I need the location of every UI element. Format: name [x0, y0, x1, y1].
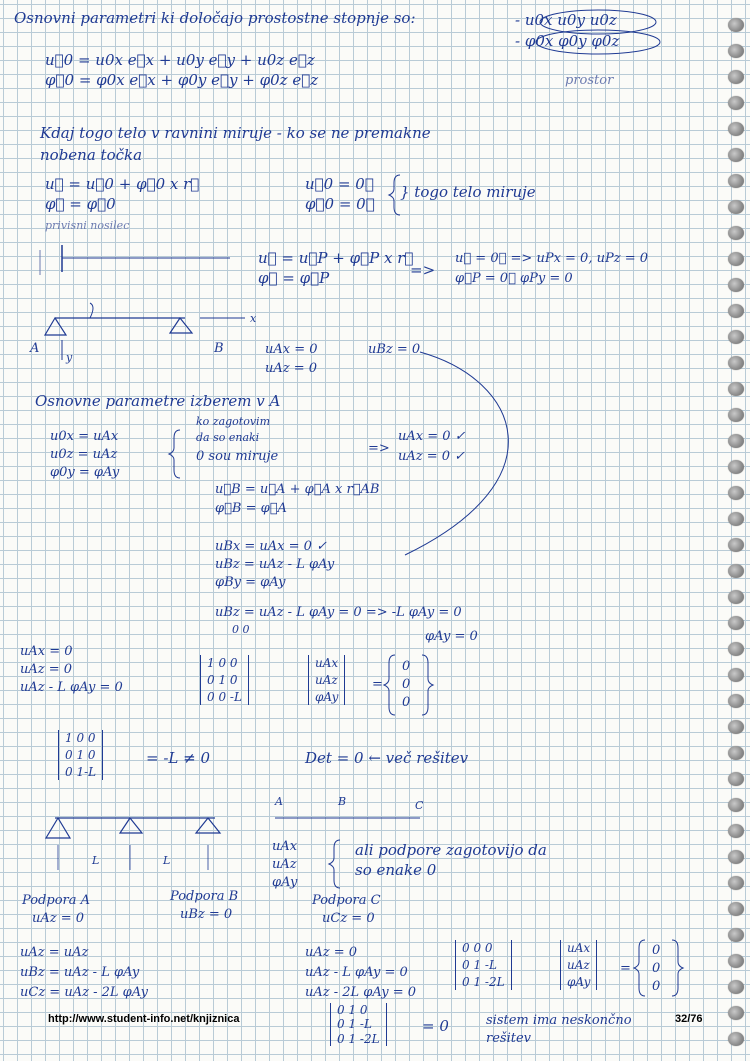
- vector-entry: uAx: [567, 941, 591, 955]
- note-line: privisni nosilec: [45, 219, 130, 232]
- note-line: Osnovne parametre izberem v A: [35, 392, 281, 410]
- note-line: Det = 0 ← več rešitev: [305, 749, 469, 767]
- formula: uAz = 0: [305, 945, 358, 960]
- vector-entry: 0: [652, 943, 661, 958]
- note-line: Osnovni parametri ki določajo prostostne stopnje so:: [14, 9, 416, 27]
- heading: Podpora A: [22, 893, 91, 908]
- formula: φ⃗0 = 0⃗: [305, 195, 375, 213]
- vector-entry: φAy: [315, 689, 339, 704]
- formula: uAz = 0: [265, 361, 318, 376]
- label: y: [66, 351, 73, 364]
- formula: uCz = 0: [322, 911, 375, 926]
- formula: u⃗0 = 0⃗: [305, 175, 374, 193]
- formula: φBy = φAy: [215, 575, 286, 590]
- coefficient-matrix: [200, 655, 249, 705]
- coefficient-matrix: [455, 940, 512, 990]
- formula: uBz = uAz - L φAy = 0 => -L φAy = 0: [215, 605, 462, 620]
- support-icon: [46, 818, 70, 838]
- formula: u⃗0 = u0x e⃗x + u0y e⃗y + u0z e⃗z: [45, 51, 315, 69]
- formula: uBz = 0: [368, 342, 421, 357]
- label: L: [163, 854, 171, 867]
- vector-entry: uAz: [315, 672, 338, 687]
- matrix-row: 0 1 -L: [462, 957, 497, 972]
- formula: u⃗ = u⃗P + φ⃗P x r⃗: [258, 249, 414, 267]
- formula: φAy = 0: [425, 629, 478, 644]
- determinant: [58, 730, 103, 780]
- label: x: [250, 312, 257, 325]
- formula: =>: [410, 261, 436, 279]
- formula: φ⃗ = φ⃗0: [45, 195, 116, 213]
- formula: uAx: [272, 839, 298, 854]
- formula: u0x = uAx: [50, 429, 119, 444]
- brace: [169, 430, 180, 478]
- brace: [422, 655, 433, 715]
- formula: uAz - L φAy = 0: [305, 965, 408, 980]
- rotation-arrow: [90, 303, 93, 318]
- unknown-vector: [560, 940, 597, 990]
- formula: uBx = uAx = 0 ✓: [215, 539, 327, 554]
- vector-entry: 0: [402, 695, 411, 711]
- formula: uAz = 0: [20, 662, 73, 677]
- matrix-row: 0 0 -L: [207, 689, 242, 704]
- brace: [389, 175, 400, 215]
- vector-entry: 0: [652, 961, 661, 977]
- formula: uAz = 0 ✓: [398, 449, 466, 464]
- matrix-row: 1 0 0: [65, 731, 96, 745]
- note-line: ko zagotovim: [196, 415, 271, 428]
- label: L: [92, 854, 100, 867]
- formula: =: [620, 961, 631, 976]
- source-url[interactable]: http://www.student-info.net/knjiznica: [48, 1013, 240, 1025]
- brace: [634, 940, 645, 996]
- result-vector: [402, 658, 414, 713]
- heading: Podpora B: [170, 889, 239, 904]
- formula: uBz = uAz - L φAy: [215, 557, 335, 572]
- formula: = -L ≠ 0: [146, 749, 211, 767]
- heading: Podpora C: [312, 893, 381, 908]
- formula: u⃗B = u⃗A + φ⃗A x r⃗AB: [215, 482, 380, 497]
- matrix-row: 0 1 0: [337, 1003, 368, 1017]
- note-line: so enake 0: [355, 861, 437, 879]
- label: A: [30, 341, 40, 356]
- note-line: nobena točka: [40, 146, 143, 164]
- matrix-row: 0 1 -L: [337, 1017, 372, 1032]
- formula: u⃗ = u⃗0 + φ⃗0 x r⃗: [45, 175, 200, 193]
- note-line: 0 sou miruje: [196, 449, 279, 464]
- formula: φ⃗B = φ⃗A: [215, 501, 287, 516]
- formula: φ⃗0 = φ0x e⃗x + φ0y e⃗y + φ0z e⃗z: [45, 71, 319, 89]
- vector-entry: uAz: [567, 957, 590, 972]
- support-icon: [196, 818, 220, 833]
- formula: uAx = 0: [265, 342, 318, 357]
- formula: uBz = uAz - L φAy: [20, 965, 140, 980]
- brace: [672, 940, 683, 996]
- formula: =: [372, 677, 383, 692]
- label: B: [214, 341, 224, 356]
- vector-entry: 0: [402, 677, 411, 693]
- page-number: 32/76: [675, 1013, 703, 1025]
- note-line: prostor: [565, 73, 614, 88]
- formula: uCz = uAz - 2L φAy: [20, 985, 148, 1000]
- matrix-row: 0 1-L: [65, 764, 97, 779]
- matrix-row: 0 0 0: [462, 941, 493, 955]
- vector-entry: φAy: [567, 974, 591, 989]
- brace: [384, 655, 395, 715]
- formula: uBz = 0: [180, 907, 233, 922]
- formula: u0z = uAz: [50, 447, 118, 462]
- formula: u⃗ = 0⃗ => uPx = 0, uPz = 0: [455, 251, 648, 266]
- formula: uAz = uAz: [20, 945, 89, 960]
- vector-entry: 0: [402, 659, 411, 674]
- formula: uAx = 0 ✓: [398, 429, 466, 444]
- support-icon: [120, 818, 142, 833]
- support-icon: [45, 318, 66, 335]
- formula: φ⃗ = φ⃗P: [258, 269, 330, 287]
- note-line: - φ0x φ0y φ0z: [515, 32, 620, 50]
- vector-entry: uAx: [315, 656, 339, 670]
- note-line: ali podpore zagotovijo da: [355, 841, 547, 859]
- note-line: } togo telo miruje: [400, 183, 536, 201]
- support-icon: [170, 318, 192, 333]
- formula: uAz = 0: [32, 911, 85, 926]
- formula: φ⃗P = 0⃗ φPy = 0: [455, 271, 573, 286]
- note-line: rešitev: [486, 1031, 531, 1046]
- label: A: [275, 795, 283, 808]
- note-line: sistem ima neskončno: [486, 1013, 632, 1028]
- label: B: [338, 795, 347, 808]
- formula: 0 0: [232, 623, 250, 636]
- matrix-row: 1 0 0: [207, 656, 238, 670]
- formula: =>: [368, 441, 390, 456]
- matrix-row: 0 1 0: [207, 672, 238, 687]
- brace: [329, 840, 340, 888]
- formula: uAz - 2L φAy = 0: [305, 985, 417, 1000]
- result-vector: [652, 942, 664, 997]
- matrix-row: 0 1 -2L: [462, 974, 505, 989]
- note-line: da so enaki: [196, 431, 260, 444]
- matrix-row: 0 1 0: [65, 747, 96, 762]
- matrix-row: 0 1 -2L: [337, 1031, 380, 1046]
- label: C: [415, 799, 424, 812]
- note-line: Kdaj togo telo v ravnini miruje - ko se ne premakne: [40, 124, 431, 142]
- formula: uAz: [272, 857, 297, 872]
- formula: φAy: [272, 875, 298, 890]
- determinant: [330, 1003, 387, 1046]
- formula: φ0y = φAy: [50, 465, 120, 480]
- formula: uAx = 0: [20, 644, 73, 659]
- formula: = 0: [422, 1017, 449, 1035]
- note-line: - u0x u0y u0z: [515, 11, 617, 29]
- unknown-vector: [308, 655, 345, 705]
- vector-entry: 0: [652, 979, 661, 995]
- formula: uAz - L φAy = 0: [20, 680, 123, 695]
